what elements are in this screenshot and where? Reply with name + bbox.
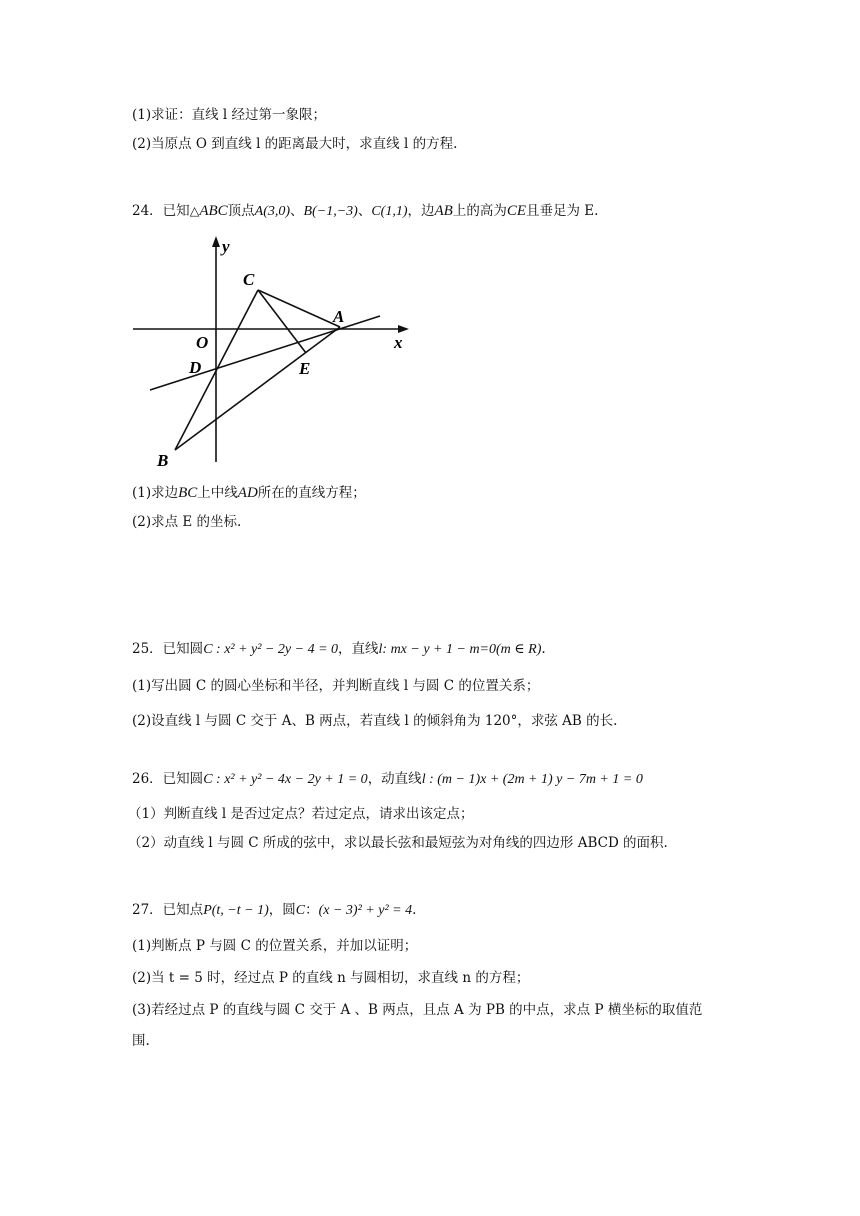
q27-stem: 27．已知点P(t, −t − 1)，圆C：(x − 3)² + y² = 4.	[132, 902, 417, 918]
q27-number: 27．已知点	[132, 902, 204, 918]
q23-part1: (1)求证：直线 l 经过第一象限；	[132, 107, 327, 123]
q25-number: 25．已知圆	[132, 641, 204, 657]
q27-part2: (2)当 t = 5 时，经过点 P 的直线 n 与圆相切，求直线 n 的方程；	[132, 970, 530, 986]
label-o: O	[196, 333, 209, 352]
q25-stem: 25．已知圆C : x² + y² − 2y − 4 = 0，直线l: mx − y + 1 − m=0(m ∈ R).	[132, 641, 546, 657]
q27-part3-cont: 围.	[132, 1033, 150, 1049]
q26-part1: （1）判断直线 l 是否过定点？若过定点，请求出该定点；	[128, 806, 474, 822]
line-ad	[150, 316, 380, 390]
q27-point: P(t, −t − 1)	[203, 903, 269, 918]
label-a: A	[333, 307, 345, 326]
label-b: B	[157, 451, 169, 470]
q26-stem: 26．已知圆C : x² + y² − 4x − 2y + 1 = 0，动直线l : (m − 1)x + (2m + 1) y − 7m + 1 = 0	[132, 771, 643, 787]
point-b: B(−1,−3)	[303, 204, 358, 219]
segment-ca	[258, 290, 340, 327]
q24-part2: (2)求点 E 的坐标.	[132, 514, 242, 530]
q25-line-equation: l: mx − y + 1 − m=0(m ∈ R)	[378, 642, 542, 657]
q23-part2: (2)当原点 O 到直线 l 的距离最大时，求直线 l 的方程.	[132, 136, 458, 152]
q26-circle-equation: C : x² + y² − 4x − 2y + 1 = 0	[203, 772, 368, 787]
point-a: A(3,0)	[254, 204, 291, 219]
q27-part3: (3)若经过点 P 的直线与圆 C 交于 A 、B 两点，且点 A 为 PB 的中点，求点 P 横坐标的取值范	[132, 1002, 703, 1018]
q26-number: 26．已知圆	[132, 771, 204, 787]
q27-part1: (1)判断点 P 与圆 C 的位置关系，并加以证明；	[132, 938, 418, 954]
segment-ce	[258, 290, 306, 353]
label-y: y	[222, 237, 230, 256]
q24-stem: 24．已知△ABC顶点A(3,0)、B(−1,−3)、C(1,1)，边AB上的高为CE且垂足为 E.	[132, 203, 599, 219]
q26-part2: （2）动直线 l 与圆 C 所成的弦中，求以最长弦和最短弦为对角线的四边形 ABCD 的面积.	[128, 835, 668, 851]
q26-line-equation: l : (m − 1)x + (2m + 1) y − 7m + 1 = 0	[421, 772, 643, 787]
triangle-figure	[130, 228, 420, 473]
q24-number: 24．已知	[132, 203, 190, 219]
label-x: x	[394, 333, 403, 352]
q25-part1: (1)写出圆 C 的圆心坐标和半径，并判断直线 l 与圆 C 的位置关系；	[132, 678, 540, 694]
x-axis-arrow	[398, 325, 409, 333]
q25-part2: (2)设直线 l 与圆 C 交于 A、B 两点，若直线 l 的倾斜角为 120°，求弦 AB 的长.	[132, 713, 618, 729]
q24-part1: (1)求边BC上中线AD所在的直线方程；	[132, 485, 366, 501]
label-e: E	[299, 359, 311, 378]
point-c: C(1,1)	[371, 204, 408, 219]
label-c: C	[243, 270, 255, 289]
label-d: D	[189, 358, 202, 377]
q27-circle-equation: (x − 3)² + y² = 4	[318, 903, 413, 918]
y-axis-arrow	[212, 236, 220, 247]
q25-circle-equation: C : x² + y² − 2y − 4 = 0	[203, 642, 339, 657]
